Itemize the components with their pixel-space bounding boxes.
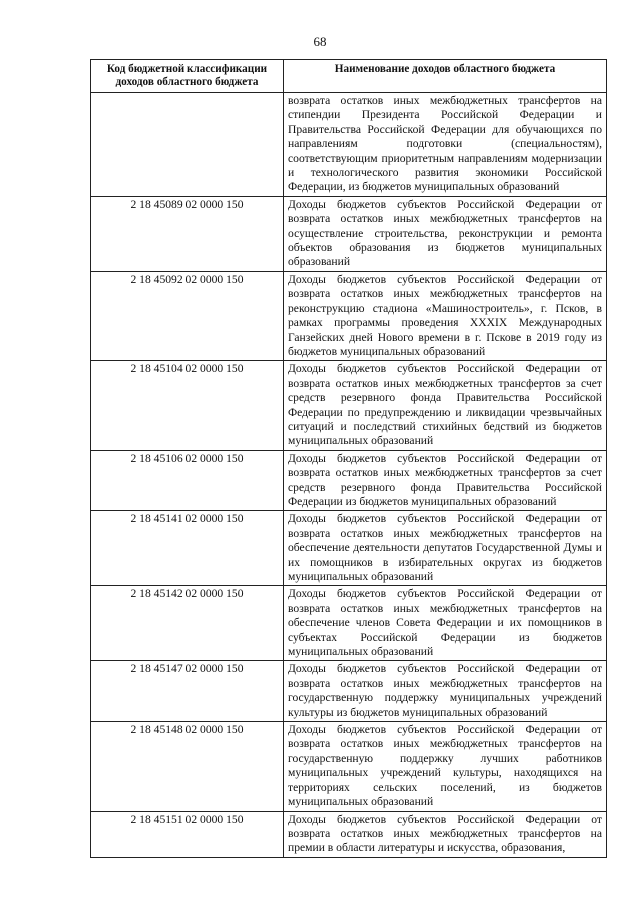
row-name: Доходы бюджетов субъектов Российской Федерации от возврата остатков иных межбюджетных трансфертов на государственную поддержку муниципальных учреждений культуры из бюджетов муниципальных образований	[284, 661, 607, 722]
row-name: Доходы бюджетов субъектов Российской Федерации от возврата остатков иных межбюджетных трансфертов за счет средств резервного фонда Правительства Российской Федерации по предупреждению и ликвидации чрезвычайных ситуаций и последствий стихийных бедствий из бюджетов муниципальных образований	[284, 361, 607, 450]
row-code: 2 18 45104 02 0000 150	[91, 361, 284, 450]
row-name: Доходы бюджетов субъектов Российской Федерации от возврата остатков иных межбюджетных трансфертов на премии в области литературы и искусства, образования,	[284, 811, 607, 857]
table-row	[91, 196, 607, 271]
row-name: Доходы бюджетов субъектов Российской Федерации от возврата остатков иных межбюджетных трансфертов на осуществление строительства, реконструкции и ремонта объектов образования из бюджетов муниципальных образований	[284, 196, 607, 271]
table-row	[91, 661, 607, 722]
row-code: 2 18 45147 02 0000 150	[91, 661, 284, 722]
table-row	[91, 511, 607, 586]
row-name: Доходы бюджетов субъектов Российской Федерации от возврата остатков иных межбюджетных трансфертов за счет средств резервного фонда Правительства Российской Федерации из бюджетов муниципальных образований	[284, 450, 607, 511]
header-name: Наименование доходов областного бюджета	[284, 60, 607, 93]
row-code: 2 18 45141 02 0000 150	[91, 511, 284, 586]
table-row	[91, 450, 607, 511]
row-code: 2 18 45148 02 0000 150	[91, 722, 284, 811]
row-name: Доходы бюджетов субъектов Российской Федерации от возврата остатков иных межбюджетных трансфертов на обеспечение членов Совета Федерации и их помощников в субъектах Российской Федерации из бюджетов муниципальных образований	[284, 586, 607, 661]
row-code: 2 18 45089 02 0000 150	[91, 196, 284, 271]
row-code: 2 18 45151 02 0000 150	[91, 811, 284, 857]
table-row	[91, 271, 607, 360]
table-row	[91, 93, 607, 197]
row-name: Доходы бюджетов субъектов Российской Федерации от возврата остатков иных межбюджетных трансфертов на обеспечение деятельности депутатов Государственной Думы и их помощников в избирательных округах из бюджетов муниципальных образований	[284, 511, 607, 586]
budget-classification-table	[90, 59, 607, 858]
table-row	[91, 586, 607, 661]
table-row	[91, 722, 607, 811]
header-code: Код бюджетной классификации доходов областного бюджета	[91, 60, 284, 93]
row-name: Доходы бюджетов субъектов Российской Федерации от возврата остатков иных межбюджетных трансфертов на государственную поддержку лучших работников муниципальных учреждений культуры, находящихся на территориях сельских поселений, из бюджетов муниципальных образований	[284, 722, 607, 811]
row-code: 2 18 45092 02 0000 150	[91, 271, 284, 360]
row-name: возврата остатков иных межбюджетных трансфертов на стипендии Президента Российской Федерации и Правительства Российской Федерации для обучающихся по направлениям подготовки (специальностям), соответствующим приоритетным направлениям модернизации и технологического развития экономики Российской Федерации, из бюджетов муниципальных образований	[284, 93, 607, 197]
row-code: 2 18 45142 02 0000 150	[91, 586, 284, 661]
table-row	[91, 361, 607, 450]
page-number: 68	[313, 34, 327, 49]
row-name: Доходы бюджетов субъектов Российской Федерации от возврата остатков иных межбюджетных трансфертов на реконструкцию стадиона «Машиностроитель», г. Псков, в рамках программы проведения XXXIX Международных Ганзейских дней Нового времени в г. Пскове в 2019 году из бюджетов муниципальных образований	[284, 271, 607, 360]
row-code: 2 18 45106 02 0000 150	[91, 450, 284, 511]
table-header-row	[91, 60, 607, 93]
table-row	[91, 811, 607, 857]
row-code	[91, 93, 284, 197]
